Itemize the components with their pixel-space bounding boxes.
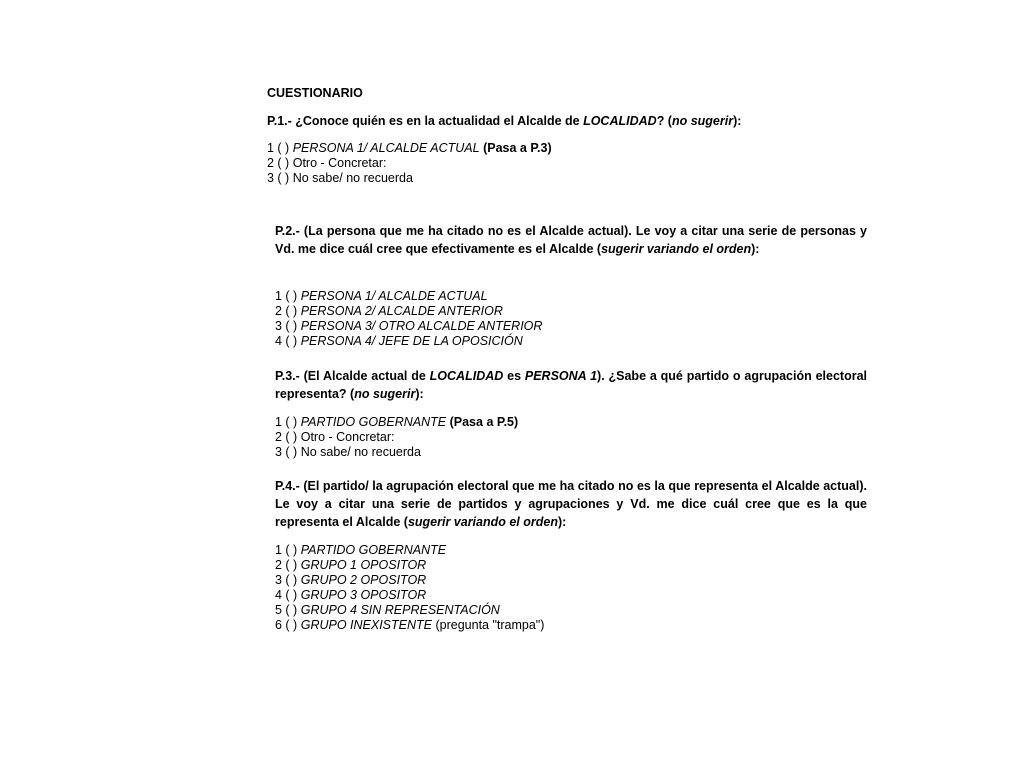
option-item (267, 141, 552, 156)
option-label-italic: PERSONA 1/ ALCALDE ACTUAL (300, 289, 488, 303)
option-item (275, 618, 544, 633)
option-label-italic: GRUPO 3 OPOSITOR (300, 588, 427, 602)
option-item (275, 304, 542, 319)
options-p4 (275, 543, 544, 633)
option-label: Otro - Concretar: (292, 156, 387, 170)
option-item (267, 171, 552, 186)
question-p2: P.2.- (La persona que me ha citado no es el Alcalde actual). Le voy a citar una serie de personas y Vd. me dice cuál cree que efectivamente es el Alcalde (sugerir variando el orden): (275, 224, 867, 256)
option-number: 1 ( ) (275, 543, 298, 557)
option-number: 2 ( ) (275, 304, 298, 318)
option-number: 6 ( ) (275, 618, 298, 632)
options-p3 (275, 415, 518, 460)
options-p1 (267, 141, 552, 186)
option-number: 3 ( ) (275, 319, 298, 333)
option-item (267, 156, 552, 171)
option-label-italic: PERSONA 4/ JEFE DE LA OPOSICIÓN (300, 334, 523, 348)
option-item (275, 573, 544, 588)
option-item (275, 289, 542, 304)
option-note: (Pasa a P.5) (449, 415, 519, 429)
option-label-italic: GRUPO 2 OPOSITOR (300, 573, 427, 587)
option-item (275, 588, 544, 603)
option-number: 1 ( ) (267, 141, 290, 155)
option-label-italic: PARTIDO GOBERNANTE (300, 543, 447, 557)
option-label-italic: PERSONA 2/ ALCALDE ANTERIOR (300, 304, 503, 318)
option-item (275, 415, 518, 430)
option-item (275, 543, 544, 558)
document-title: CUESTIONARIO (267, 86, 363, 100)
option-label-italic: GRUPO 4 SIN REPRESENTACIÓN (300, 603, 500, 617)
option-label-italic: PARTIDO GOBERNANTE (300, 415, 447, 429)
option-item (275, 558, 544, 573)
option-number: 1 ( ) (275, 289, 298, 303)
option-number: 2 ( ) (267, 156, 290, 170)
option-item (275, 430, 518, 445)
option-number: 2 ( ) (275, 558, 298, 572)
option-label-italic: GRUPO INEXISTENTE (300, 618, 432, 632)
option-number: 3 ( ) (275, 573, 298, 587)
option-number: 5 ( ) (275, 603, 298, 617)
option-number: 1 ( ) (275, 415, 298, 429)
option-item (275, 319, 542, 334)
option-label-italic: PERSONA 3/ OTRO ALCALDE ANTERIOR (300, 319, 543, 333)
option-label: No sabe/ no recuerda (300, 445, 421, 459)
option-note: (Pasa a P.3) (483, 141, 552, 155)
option-label: Otro - Concretar: (300, 430, 395, 444)
question-p3: P.3.- (El Alcalde actual de LOCALIDAD es PERSONA 1). ¿Sabe a qué partido o agrupación electoral representa? (no sugerir): (275, 369, 868, 401)
option-item (275, 603, 544, 618)
option-label: No sabe/ no recuerda (292, 171, 413, 185)
option-number: 3 ( ) (275, 445, 298, 459)
option-number: 2 ( ) (275, 430, 298, 444)
question-p1: P.1.- ¿Conoce quién es en la actualidad el Alcalde de LOCALIDAD? (no sugerir): (267, 114, 742, 128)
question-p4: P.4.- (El partido/ la agrupación electoral que me ha citado no es la que representa el Alcalde actual). Le voy a citar una serie de partidos y agrupaciones y Vd. me dice cuál cree que es la que representa el Alcalde (sugerir variando el orden): (275, 479, 867, 529)
option-label-italic: PERSONA 1/ ALCALDE ACTUAL (292, 141, 480, 155)
option-item (275, 445, 518, 460)
option-label: (pregunta "trampa") (435, 618, 545, 632)
options-p2 (275, 289, 542, 349)
option-number: 3 ( ) (267, 171, 290, 185)
option-item (275, 334, 542, 349)
option-number: 4 ( ) (275, 588, 298, 602)
option-number: 4 ( ) (275, 334, 298, 348)
option-label-italic: GRUPO 1 OPOSITOR (300, 558, 427, 572)
